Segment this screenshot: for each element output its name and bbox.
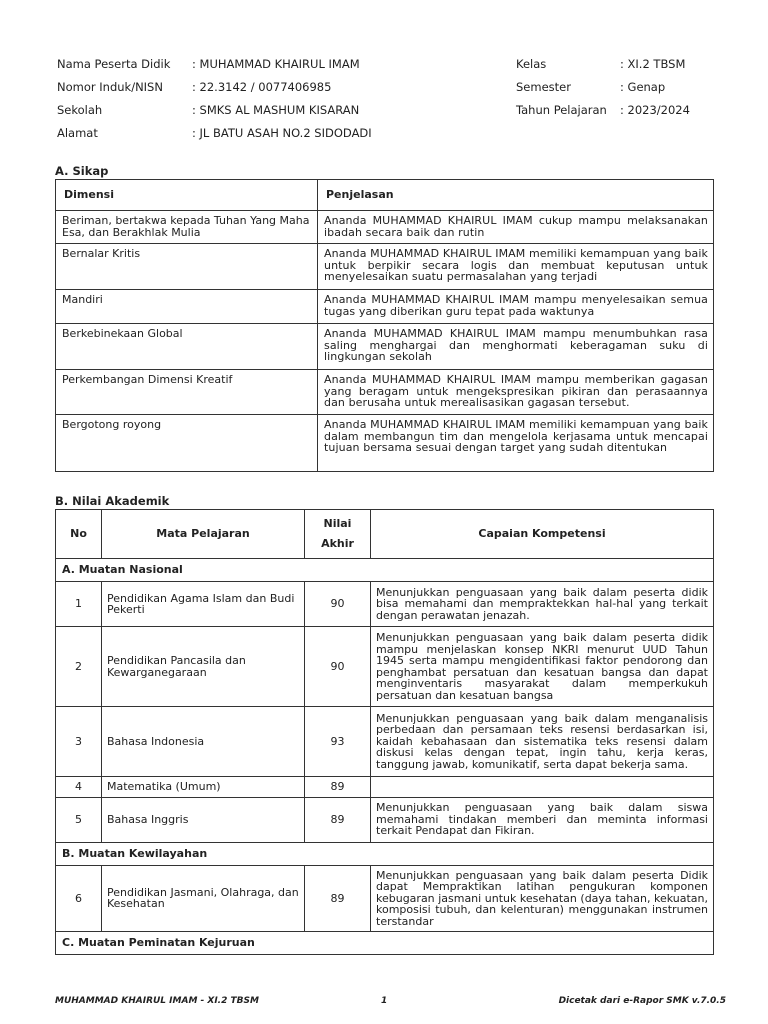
footer-print-note: Dicetak dari e-Rapor SMK v.7.0.5 — [558, 996, 726, 1006]
group-title-kejuruan: C. Muatan Peminatan Kejuruan — [56, 932, 714, 955]
info-label: Alamat — [57, 126, 98, 140]
capaian-cell: Menunjukkan penguasaan yang baik dalam peserta didik bisa memahami dan mempraktekkan hal-hal yang terkait dengan perawatan jenazah. — [371, 582, 714, 627]
info-label: Tahun Pelajaran — [516, 103, 607, 117]
nilai-cell: 89 — [305, 777, 371, 798]
info-label: Sekolah — [57, 103, 103, 117]
capaian-cell: Menunjukkan penguasaan yang baik dalam menganalisis perbedaan dan persamaan teks resensi berdasarkan isi, kaidah kebahasaan dan sistematika teks resensi dalam diskusi kelas dengan tepat, ingin tahu, kerja keras, tanggung jawab, komunikatif, serta dapat bekerja sama. — [371, 707, 714, 777]
capaian-cell — [371, 777, 714, 798]
capaian-cell: Menunjukkan penguasaan yang baik dalam peserta Didik dapat Mempraktikan latihan pengukuran komponen kebugaran jasmani untuk kesehatan (daya tahan, kekuatan, komposisi tubuh, dan kelenturan) menggunakan instrumen terstandar — [371, 865, 714, 932]
table-row — [56, 211, 714, 244]
header-dimensi: Dimensi — [56, 180, 318, 211]
section-title-nilai: B. Nilai Akademik — [55, 494, 170, 508]
sikap-table — [55, 179, 714, 472]
dimensi-cell: Berkebinekaan Global — [56, 324, 318, 370]
table-row — [56, 370, 714, 415]
mapel-cell: Pendidikan Agama Islam dan Budi Pekerti — [102, 582, 305, 627]
mapel-cell: Pendidikan Jasmani, Olahraga, dan Kesehatan — [102, 865, 305, 932]
no-cell: 2 — [56, 627, 102, 707]
table-row — [56, 244, 714, 290]
mapel-cell: Bahasa Indonesia — [102, 707, 305, 777]
mapel-cell: Bahasa Inggris — [102, 797, 305, 842]
dimensi-cell: Bernalar Kritis — [56, 244, 318, 290]
capaian-cell: Menunjukkan penguasaan yang baik dalam peserta didik mampu menjelaskan konsep NKRI menurut UUD Tahun 1945 serta mampu mengidentifikasi faktor pendorong dan penghambat persatuan dan kesatuan bangsa dan dapat menginventaris masyarakat dalam memperkukuh persatuan dan kesatuan bangsa — [371, 627, 714, 707]
header-penjelasan: Penjelasan — [318, 180, 714, 211]
table-row — [56, 797, 714, 842]
no-cell: 3 — [56, 707, 102, 777]
info-value: : MUHAMMAD KHAIRUL IMAM — [192, 57, 360, 71]
penjelasan-cell: Ananda MUHAMMAD KHAIRUL IMAM memiliki kemampuan yang baik dalam membangun tim dan mengelola kerjasama untuk mencapai tujuan bersama sesuai dengan target yang sudah ditentukan — [318, 415, 714, 472]
header-nilai-line1: Nilai — [323, 517, 352, 530]
penjelasan-cell: Ananda MUHAMMAD KHAIRUL IMAM cukup mampu melaksanakan ibadah secara baik dan rutin — [318, 211, 714, 244]
table-row — [56, 415, 714, 472]
table-row — [56, 324, 714, 370]
penjelasan-cell: Ananda MUHAMMAD KHAIRUL IMAM memiliki kemampuan yang baik untuk berpikir secara logis dan membuat keputusan untuk menyelesaikan suatu permasalahan yang terjadi — [318, 244, 714, 290]
info-value: : Genap — [620, 80, 666, 94]
no-cell: 6 — [56, 865, 102, 932]
header-nilai — [305, 510, 371, 559]
mapel-cell: Pendidikan Pancasila dan Kewarganegaraan — [102, 627, 305, 707]
info-value: : XI.2 TBSM — [620, 57, 686, 71]
header-capaian: Capaian Kompetensi — [371, 510, 714, 559]
info-label: Nomor Induk/NISN — [57, 80, 163, 94]
no-cell: 4 — [56, 777, 102, 798]
info-value: : 2023/2024 — [620, 103, 690, 117]
info-label: Semester — [516, 80, 571, 94]
table-row — [56, 777, 714, 798]
dimensi-cell: Mandiri — [56, 290, 318, 324]
section-title-sikap: A. Sikap — [55, 164, 109, 178]
group-title-kewilayahan: B. Muatan Kewilayahan — [56, 842, 714, 865]
header-nilai-line2: Akhir — [321, 537, 354, 550]
dimensi-cell: Bergotong royong — [56, 415, 318, 472]
no-cell: 1 — [56, 582, 102, 627]
penjelasan-cell: Ananda MUHAMMAD KHAIRUL IMAM mampu menyelesaikan semua tugas yang diberikan guru tepat pada waktunya — [318, 290, 714, 324]
nilai-cell: 93 — [305, 707, 371, 777]
penjelasan-cell: Ananda MUHAMMAD KHAIRUL IMAM mampu memberikan gagasan yang beragam untuk mengekspresikan pikiran dan perasaannya dan berusaha untuk merealisasikan gagasan tersebut. — [318, 370, 714, 415]
mapel-cell: Matematika (Umum) — [102, 777, 305, 798]
dimensi-cell: Beriman, bertakwa kepada Tuhan Yang Maha Esa, dan Berakhlak Mulia — [56, 211, 318, 244]
table-header-row — [56, 180, 714, 211]
table-row — [56, 582, 714, 627]
penjelasan-cell: Ananda MUHAMMAD KHAIRUL IMAM mampu menumbuhkan rasa saling menghargai dan menghormati keberagaman suku di lingkungan sekolah — [318, 324, 714, 370]
group-row — [56, 559, 714, 582]
nilai-cell: 89 — [305, 865, 371, 932]
info-value: : JL BATU ASAH NO.2 SIDODADI — [192, 126, 372, 140]
header-mapel: Mata Pelajaran — [102, 510, 305, 559]
nilai-cell: 90 — [305, 582, 371, 627]
table-row — [56, 290, 714, 324]
info-label: Nama Peserta Didik — [57, 57, 171, 71]
nilai-cell: 89 — [305, 797, 371, 842]
info-value: : 22.3142 / 0077406985 — [192, 80, 332, 94]
table-header-row — [56, 510, 714, 559]
group-title-nasional: A. Muatan Nasional — [56, 559, 714, 582]
capaian-cell: Menunjukkan penguasaan yang baik dalam siswa memahami tindakan memberi dan meminta informasi terkait Pendapat dan Fikiran. — [371, 797, 714, 842]
table-row — [56, 627, 714, 707]
table-row — [56, 865, 714, 932]
no-cell: 5 — [56, 797, 102, 842]
nilai-table — [55, 509, 714, 955]
table-row — [56, 707, 714, 777]
group-row — [56, 842, 714, 865]
info-value: : SMKS AL MASHUM KISARAN — [192, 103, 360, 117]
nilai-cell: 90 — [305, 627, 371, 707]
info-label: Kelas — [516, 57, 547, 71]
dimensi-cell: Perkembangan Dimensi Kreatif — [56, 370, 318, 415]
footer-student: MUHAMMAD KHAIRUL IMAM - XI.2 TBSM — [55, 996, 259, 1006]
header-no: No — [56, 510, 102, 559]
group-row — [56, 932, 714, 955]
footer-page-number: 1 — [381, 996, 388, 1006]
